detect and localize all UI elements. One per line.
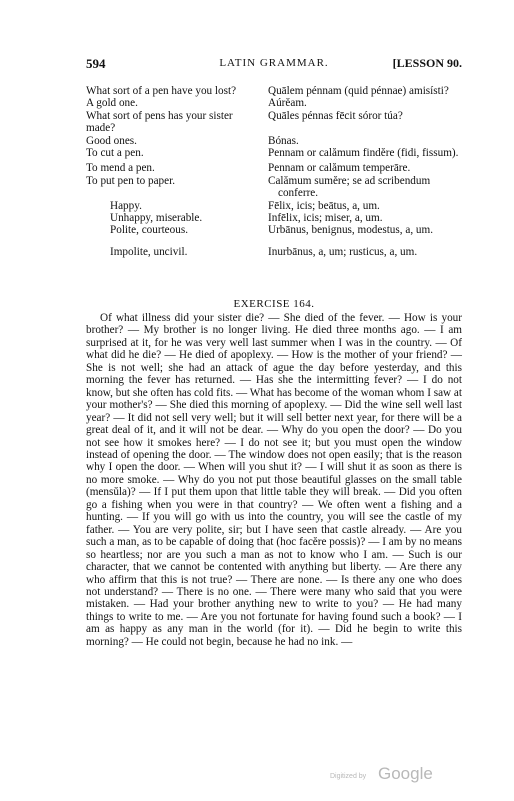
vocab-english: To mend a pen. xyxy=(86,162,155,175)
vocab-english: What sort of a pen have you lost? xyxy=(86,85,237,97)
lesson-label: [LESSON 90. xyxy=(392,56,462,70)
vocab-english: To cut a pen. xyxy=(86,147,144,160)
vocab-latin: Bónas. xyxy=(268,134,299,147)
vocab-english: A gold one. xyxy=(86,97,138,110)
vocab-latin: Calămum sumĕre; se ad scribendum conferre. xyxy=(268,174,431,200)
vocab-row xyxy=(86,212,462,224)
google-logo: Google xyxy=(378,764,433,783)
vocab-row xyxy=(86,162,462,174)
vocab-english: Impolite, uncivil. xyxy=(110,245,188,258)
vocab-english: Happy. xyxy=(110,199,142,212)
exercise-text: Of what illness did your sister die? — She died of the fever. — How is your brother? — My brother is no longer living. He died three months ago. — I am surprised at it, for he was very well last summer when I was in the country. — Of what did he die? — He died of apoplexy. — How is the mother of your friend? — She is not well; she had an attack of ague the day before yesterday, and this morning the fever has returned. — Has she the intermitting fever? — I do not know, but she often has cold fits. — What has become of the woman whom I saw at your mother's? — She died this morning of apoplexy. — Did the wine sell well last year? — It did not sell very well; but it will sell better next year, for there will be a great deal of it, and it will not be dear. — Why do you open the door? — Do you not see how it smokes here? — I do not see it; but you must open the window instead of opening the door. — The window does not open easily; that is the reason why I open the door. — When will you shut it? — I will shut it as soon as there is no more smoke. — Why do you not put those beautiful glasses on the small table (mensŭla)? — If I put them upon that little table they will break. — Did you often go a fishing when you were in that country? — We often went a fishing and a hunting. — If you will go with us into the country, you will see the castle of my father. — You are very polite, sir; but I have seen that castle already. — Are you such a man, as to be capable of doing that (hoc facĕre possis)? — I am by no means so heartless; nor are you such a man as not to know who I am. — Such is our character, that we cannot be contented with anything but liberty. — Are there any who affirm that this is not true? — There are none. — Is there any one who does not understand? — There is no one. — There were many who said that you were mistaken. — Had your brother anything new to write to you? — He had many things to write to me. — Are you not fortunate for having found such a book? — I am as happy as any man in the world (for it). — Did he begin to write this morning? — He could not begin, because he had no ink. — xyxy=(86,312,462,648)
vocab-english: To put pen to paper. xyxy=(86,174,176,187)
vocab-row xyxy=(86,85,462,97)
vocab-row xyxy=(86,110,462,135)
vocab-english: Polite, courteous. xyxy=(110,224,188,237)
page-number: 594 xyxy=(86,56,106,71)
running-title: LATIN GRAMMAR. xyxy=(219,57,329,69)
vocab-latin: Aúrĕam. xyxy=(268,97,307,110)
vocab-latin: Infēlix, icis; miser, a, um. xyxy=(268,212,383,225)
vocab-row xyxy=(86,97,462,109)
page-header xyxy=(86,56,462,74)
vocab-english: Unhappy, miserable. xyxy=(110,212,203,225)
vocab-latin: Quāles pénnas fēcit sóror túa? xyxy=(268,109,403,122)
vocab-latin: Quālem pénnam (quid pénnae) amisísti? xyxy=(268,85,449,97)
vocab-latin: Inurbānus, a, um; rusticus, a, um. xyxy=(268,245,418,258)
vocab-english: What sort of pens has your sister made? xyxy=(86,109,233,135)
vocabulary-list xyxy=(86,85,462,258)
vocab-latin: Urbānus, benignus, modestus, a, um. xyxy=(268,224,433,237)
exercise-title: EXERCISE 164. xyxy=(233,298,315,310)
digitized-by-label: Digitized by xyxy=(330,773,367,780)
vocab-row xyxy=(86,147,462,159)
vocab-english: Good ones. xyxy=(86,134,137,147)
vocab-row xyxy=(86,246,462,258)
vocab-row xyxy=(86,175,462,200)
vocab-row xyxy=(86,200,462,212)
vocab-row xyxy=(86,135,462,147)
vocab-latin: Pennam or calămum temperāre. xyxy=(268,162,411,175)
vocab-latin: Pennam or calămum findĕre (fidi, fissum). xyxy=(268,147,459,160)
vocab-latin: Fēlix, icis; beātus, a, um. xyxy=(268,199,380,212)
vocab-row xyxy=(86,224,462,236)
